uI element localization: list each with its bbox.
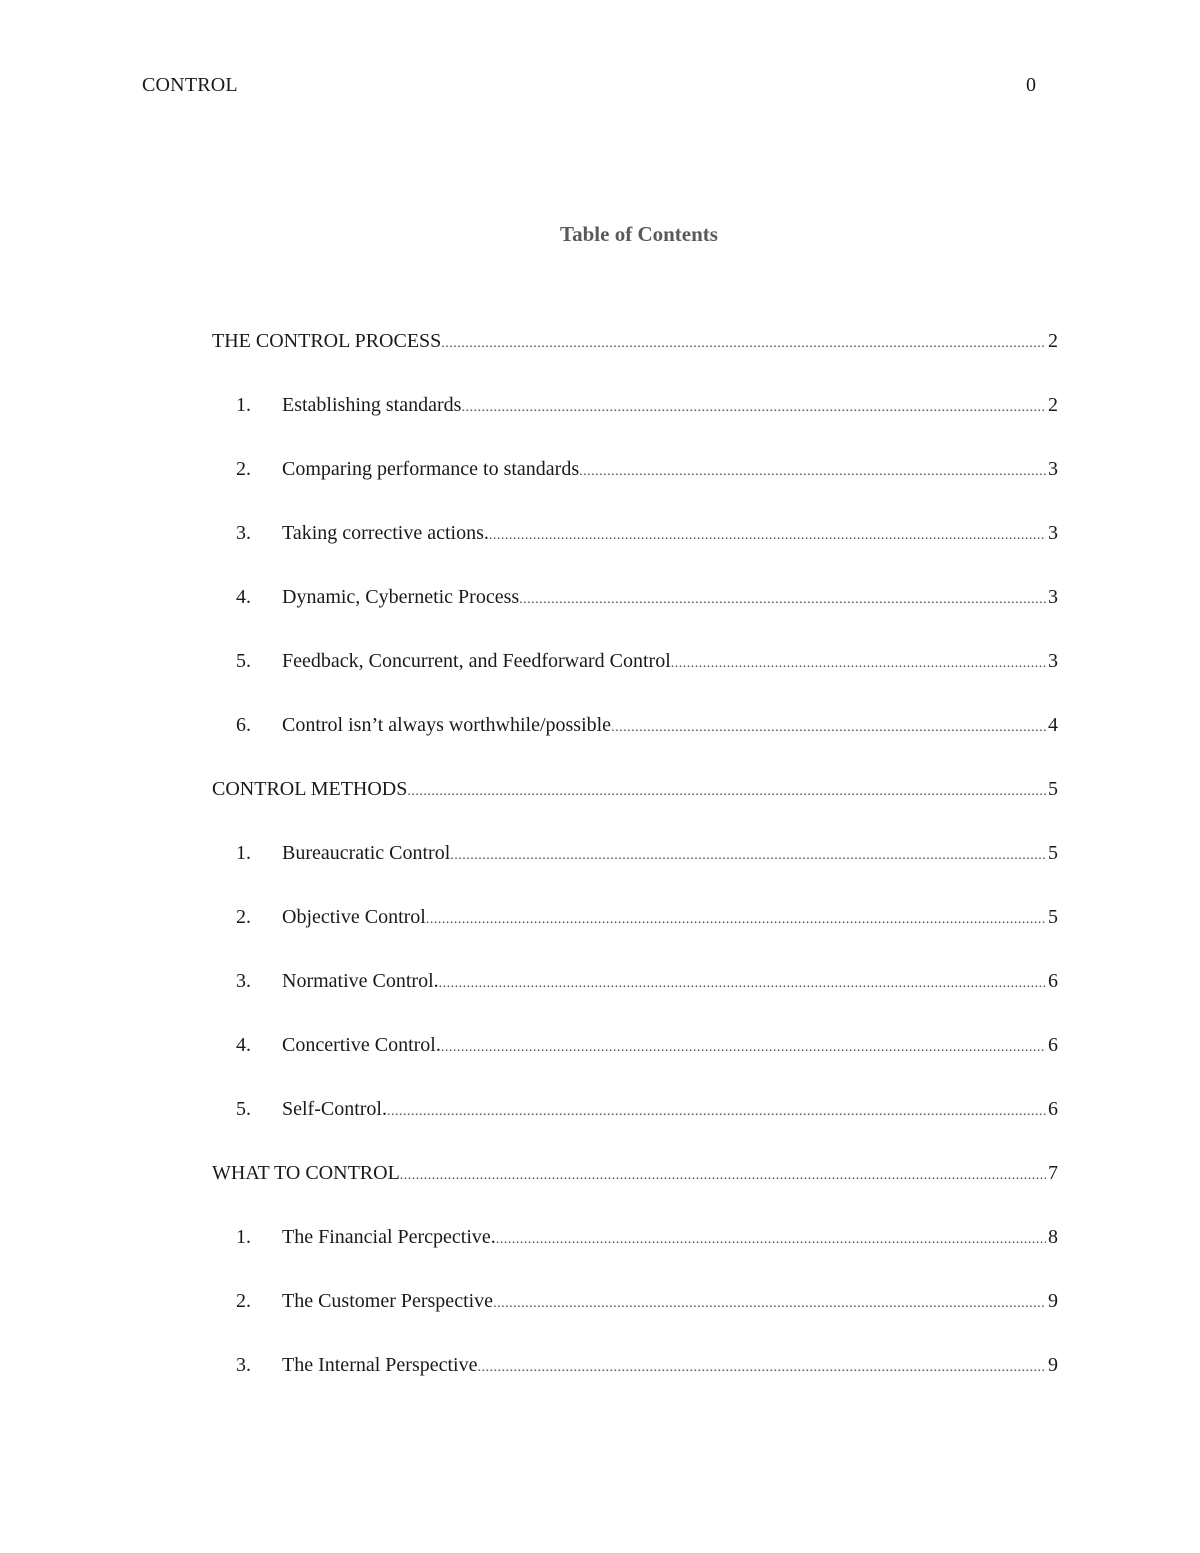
toc-entry-page: 6 [1048,970,1058,992]
toc-entry-page: 5 [1048,778,1058,800]
toc-dot-leader [450,840,1046,869]
toc-entry-page: 5 [1048,842,1058,864]
toc-dot-leader [439,968,1046,997]
toc-entry-page: 3 [1048,522,1058,544]
toc-dot-leader [400,1160,1046,1189]
toc-subentry[interactable] [212,840,1058,904]
page-number: 0 [1026,74,1036,96]
toc-section-entry[interactable] [212,776,1058,840]
toc-entry-page: 9 [1048,1354,1058,1376]
toc-entry-page: 3 [1048,650,1058,672]
toc-dot-leader [407,776,1046,805]
toc-entry-number: 4. [236,586,251,608]
toc-entry-number: 3. [236,970,251,992]
toc-list [212,328,1058,1416]
toc-dot-leader [493,1288,1046,1317]
toc-dot-leader [671,648,1046,677]
toc-entry-text: Objective Control [282,906,426,928]
toc-subentry[interactable] [212,392,1058,456]
toc-entry-page: 7 [1048,1162,1058,1184]
toc-entry-number: 6. [236,714,251,736]
toc-entry-text: CONTROL METHODS [212,778,408,800]
toc-entry-text: Control isn’t always worthwhile/possible [282,714,612,736]
toc-entry-page: 9 [1048,1290,1058,1312]
toc-entry-number: 2. [236,906,251,928]
toc-entry-text: Feedback, Concurrent, and Feedforward Control [282,650,671,672]
toc-entry-text: WHAT TO CONTROL [212,1162,400,1184]
toc-subentry[interactable] [212,904,1058,968]
toc-entry-number: 2. [236,1290,251,1312]
toc-entry-number: 1. [236,842,251,864]
toc-subentry[interactable] [212,1096,1058,1160]
toc-dot-leader [519,584,1046,613]
toc-subentry[interactable] [212,520,1058,584]
toc-title: Table of Contents [560,222,718,246]
toc-section-entry[interactable] [212,1160,1058,1224]
toc-subentry[interactable] [212,1224,1058,1288]
toc-entry-page: 6 [1048,1098,1058,1120]
toc-dot-leader [489,520,1046,549]
toc-entry-text: Self-Control. [282,1098,387,1120]
toc-subentry[interactable] [212,968,1058,1032]
toc-entry-text: Establishing standards [282,394,462,416]
toc-entry-page: 5 [1048,906,1058,928]
toc-entry-text: The Financial Percpective. [282,1226,496,1248]
toc-entry-page: 8 [1048,1226,1058,1248]
toc-entry-number: 4. [236,1034,251,1056]
toc-entry-page: 6 [1048,1034,1058,1056]
toc-dot-leader [611,712,1046,741]
toc-section-entry[interactable] [212,328,1058,392]
toc-entry-page: 4 [1048,714,1058,736]
toc-subentry[interactable] [212,712,1058,776]
toc-entry-text: The Internal Perspective [282,1354,478,1376]
toc-entry-text: Dynamic, Cybernetic Process [282,586,520,608]
toc-dot-leader [441,1032,1046,1061]
toc-entry-number: 1. [236,1226,251,1248]
toc-dot-leader [387,1096,1046,1125]
toc-entry-page: 3 [1048,458,1058,480]
toc-subentry[interactable] [212,456,1058,520]
toc-entry-number: 5. [236,650,251,672]
toc-entry-page: 3 [1048,586,1058,608]
toc-subentry[interactable] [212,1352,1058,1416]
toc-entry-page: 2 [1048,330,1058,352]
toc-entry-text: The Customer Perspective [282,1290,494,1312]
toc-subentry[interactable] [212,648,1058,712]
toc-entry-text: Concertive Control. [282,1034,441,1056]
toc-subentry[interactable] [212,584,1058,648]
toc-entry-text: Bureaucratic Control [282,842,451,864]
toc-dot-leader [477,1352,1046,1381]
toc-subentry[interactable] [212,1032,1058,1096]
toc-entry-page: 2 [1048,394,1058,416]
toc-entry-text: Normative Control. [282,970,439,992]
toc-entry-number: 5. [236,1098,251,1120]
toc-subentry[interactable] [212,1288,1058,1352]
toc-dot-leader [441,328,1046,357]
toc-entry-text: THE CONTROL PROCESS [212,330,442,352]
toc-dot-leader [496,1224,1046,1253]
toc-entry-number: 1. [236,394,251,416]
toc-entry-text: Comparing performance to standards [282,458,580,480]
toc-entry-number: 3. [236,1354,251,1376]
toc-entry-number: 2. [236,458,251,480]
toc-dot-leader [461,392,1046,421]
toc-dot-leader [579,456,1046,485]
toc-dot-leader [426,904,1046,933]
toc-entry-text: Taking corrective actions. [282,522,489,544]
running-head: CONTROL [142,74,238,96]
toc-entry-number: 3. [236,522,251,544]
